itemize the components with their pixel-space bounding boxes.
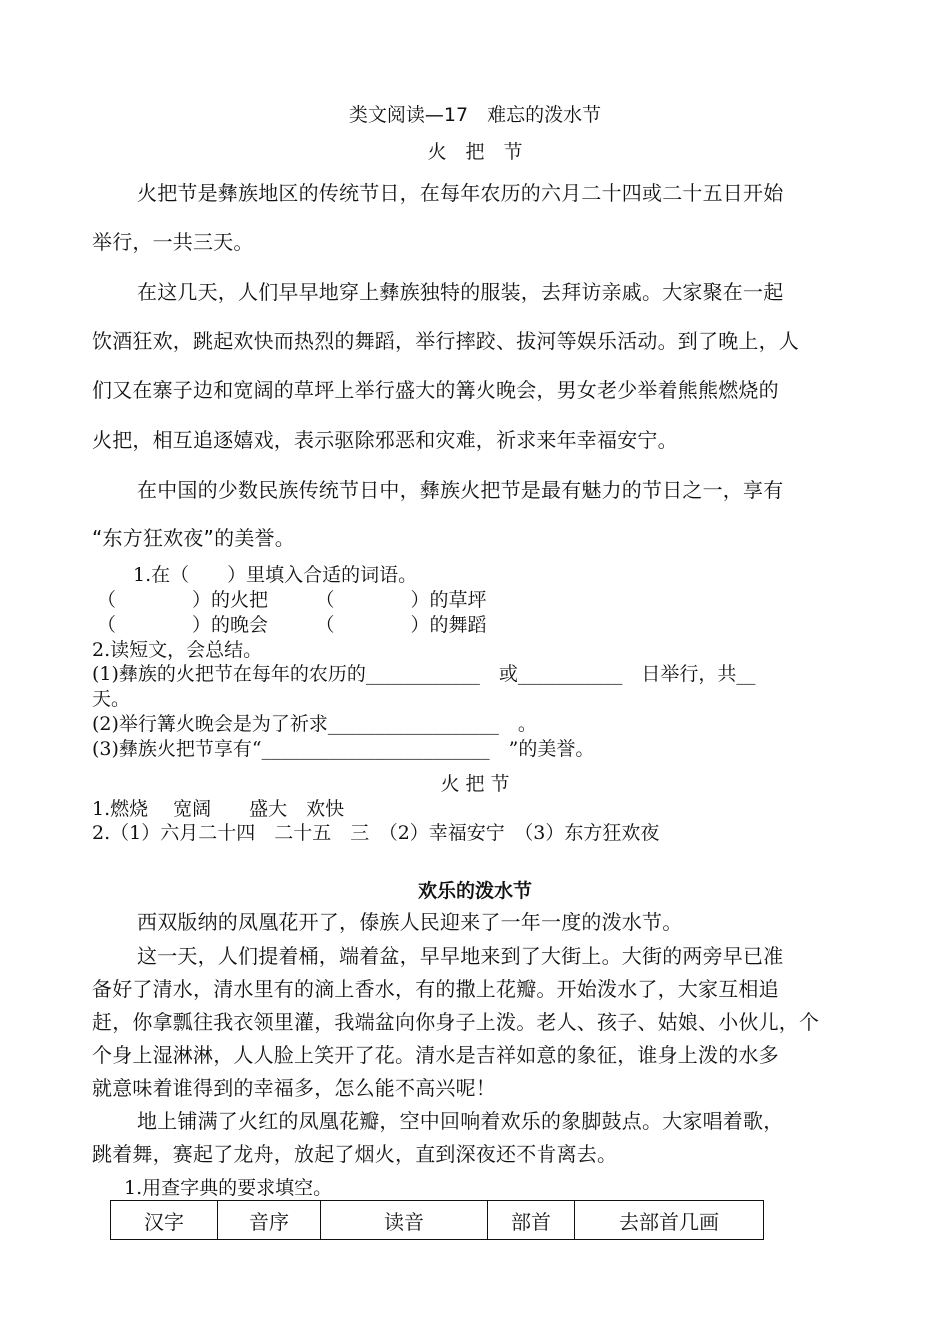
question-line: (2)举行篝火晚会是为了祈求__________________ 。 (92, 713, 537, 735)
passage2-line: 跳着舞，赛起了龙舟，放起了烟火，直到深夜还不肯离去。 (92, 1142, 618, 1166)
passage1-line: 在中国的少数民族传统节日中，彝族火把节是最有魅力的节日之一，享有 (137, 478, 784, 502)
passage1-line: “东方狂欢夜”的美誉。 (92, 526, 295, 550)
question-line: (1)彝族的火把节在每年的农历的____________ 或___________ 日举行，共__ (92, 663, 756, 685)
question-line: 1.在（ ）里填入合适的词语。 (133, 564, 418, 586)
passage1-line: 饮酒狂欢，跳起欢快而热烈的舞蹈，举行摔跤、拔河等娱乐活动。到了晚上，人 (92, 329, 799, 353)
table-header-cell: 去部首几画 (575, 1201, 764, 1240)
table-header-cell: 音序 (218, 1201, 321, 1240)
passage1-line: 火把节是彝族地区的传统节日，在每年农历的六月二十四或二十五日开始 (137, 181, 784, 205)
question-line: 天。 (92, 688, 131, 710)
table-header-cell: 读音 (321, 1201, 488, 1240)
passage2-line: 西双版纳的凤凰花开了，傣族人民迎来了一年一度的泼水节。 (137, 910, 683, 934)
dictionary-table (110, 1200, 764, 1240)
passage1-line: 火把，相互追逐嬉戏，表示驱除邪恶和灾难，祈求来年幸福安宁。 (92, 428, 678, 452)
passage2-line: 这一天，人们提着桶，端着盆，早早地来到了大街上。大街的两旁早已准 (137, 944, 784, 968)
question-line: (3)彝族火把节享有“________________________ ”的美誉。 (92, 738, 595, 760)
passage1-line: 举行，一共三天。 (92, 230, 254, 254)
table-header-cell: 汉字 (111, 1201, 218, 1240)
worksheet-title: 类文阅读—17 难忘的泼水节 (348, 104, 602, 126)
answer-line: 1.燃烧 宽阔 盛大 欢快 (92, 798, 345, 820)
passage2-line: 赶，你拿瓢往我衣领里灌，我端盆向你身子上泼。老人、孩子、姑娘、小伙儿，个 (92, 1010, 820, 1034)
passage2-line: 备好了清水，清水里有的滴上香水，有的撒上花瓣。开始泼水了，大家互相追 (92, 977, 779, 1001)
passage1-line: 们又在寨子边和宽阔的草坪上举行盛大的篝火晚会，男女老少举着熊熊燃烧的 (92, 378, 779, 402)
question-line: （ ）的晚会 （ ）的舞蹈 (97, 614, 487, 636)
dictionary-question: 1.用查字典的要求填空。 (124, 1177, 333, 1199)
question-line: 2.读短文，会总结。 (92, 639, 263, 661)
question-line: （ ）的火把 （ ）的草坪 (97, 589, 487, 611)
passage2-title: 欢乐的泼水节 (417, 880, 532, 902)
answer-line: 2.（1）六月二十四 二十五 三 （2）幸福安宁 （3）东方狂欢夜 (92, 822, 660, 844)
passage2-line: 个身上湿淋淋，人人脸上笑开了花。清水是吉祥如意的象征，谁身上泼的水多 (92, 1043, 779, 1067)
table-header-row (111, 1201, 764, 1240)
passage1-title: 火 把 节 (427, 141, 523, 163)
passage2-line: 地上铺满了火红的凤凰花瓣，空中回响着欢乐的象脚鼓点。大家唱着歌， (137, 1109, 784, 1133)
answers1-title: 火 把 节 (440, 773, 510, 795)
passage1-line: 在这几天，人们早早地穿上彝族独特的服装，去拜访亲戚。大家聚在一起 (137, 280, 784, 304)
table-header-cell: 部首 (488, 1201, 575, 1240)
passage2-line: 就意味着谁得到的幸福多，怎么能不高兴呢！ (92, 1076, 496, 1100)
